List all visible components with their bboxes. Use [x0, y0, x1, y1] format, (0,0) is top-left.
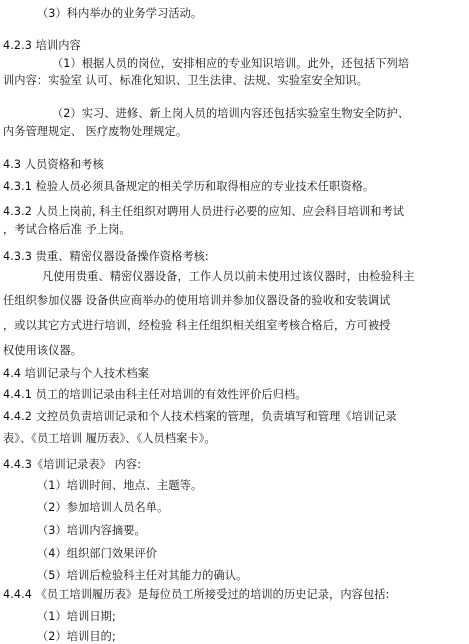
paragraph-line: 权使用该仪器。: [3, 344, 83, 357]
paragraph-line: 训内容：实验室 认可、标准化知识、卫生法律、法规、实验室安全知识。: [3, 74, 368, 87]
list-item: （3）培训内容摘要。: [37, 524, 146, 537]
section-heading: 4.4 培训记录与个人技术档案: [3, 367, 149, 380]
list-item: （4）组织部门效果评价: [37, 547, 158, 560]
paragraph-line: 内务管理规定、 医疗废物处理规定。: [3, 125, 188, 138]
list-item: （2）培训目的;: [37, 630, 116, 643]
paragraph-line: ，考试合格后准 予上岗。: [3, 223, 131, 236]
list-item: （3）科内举办的业务学习活动。: [37, 7, 203, 20]
paragraph-line: 任组织参加仪器 设备供应商举办的使用培训并参加仪器设备的验收和安装调试: [3, 294, 391, 307]
list-item: （2）参加培训人员名单。: [37, 501, 169, 514]
paragraph-line: 凡使用贵重、精密仪器设备，工作人员以前未使用过该仪器时，由检验科主: [42, 270, 415, 283]
section-heading: 4.3.3 贵重、精密仪器设备操作资格考核:: [3, 250, 209, 263]
paragraph-line: 4.3.1 检验人员必须具备规定的相关学历和取得相应的专业技术任职资格。: [3, 180, 375, 193]
paragraph-line: （2）实习、进修、新上岗人员的培训内容还包括实验室生物安全防护、: [52, 107, 410, 120]
paragraph-line: 4.3.2 人员上岗前, 科主任组织对聘用人员进行必要的应知、应会科目培训和考试: [3, 205, 405, 218]
paragraph-line: 4.4.4 《员工培训履历表》是每位员工所接受过的培训的历史记录，内容包括:: [3, 588, 390, 601]
list-item: （1）培训日期;: [37, 610, 116, 623]
list-item: （5）培训后检验科主任对其能力的确认。: [37, 569, 248, 582]
paragraph-line: 4.4.1 员工的培训记录由科主任对培训的有效性评价后归档。: [3, 388, 307, 401]
paragraph-line: 4.4.2 文控员负责培训记录和个人技术档案的管理，负责填写和管理《培训记录: [3, 410, 397, 423]
section-heading: 4.2.3 培训内容: [3, 39, 81, 52]
section-heading: 4.3 人员资格和考核: [3, 158, 104, 171]
list-item: （1）培训时间、地点、主题等。: [37, 479, 203, 492]
paragraph-line: （1）根据人员的岗位，安排相应的专业知识培训。此外，还包括下列培: [52, 57, 410, 70]
section-heading: 4.4.3《培训记录表》 内容:: [3, 458, 142, 471]
paragraph-line: 表》、《员工培训 履历表》、《人员档案卡》。: [3, 432, 216, 445]
paragraph-line: ，或以其它方式进行培训，经检验 科主任组织相关组室考核合格后，方可被授: [3, 319, 391, 332]
